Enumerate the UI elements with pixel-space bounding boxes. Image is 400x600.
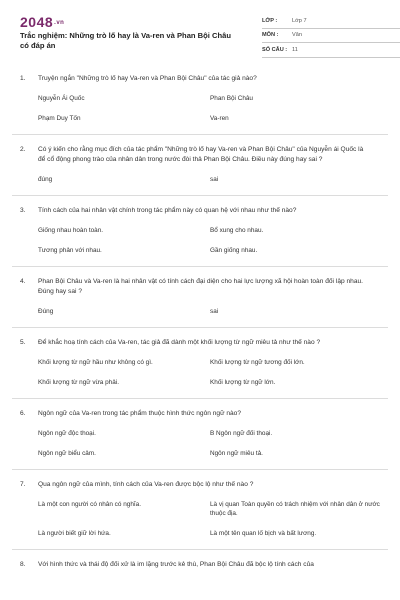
question-number: 5. (20, 339, 26, 346)
question-list (12, 74, 388, 570)
question-text: Để khắc hoạ tính cách của Va-ren, tác giả đã dành một khối lượng từ ngữ miêu tả như thế nào ? (38, 339, 321, 346)
question-5 (12, 338, 388, 399)
question-number: 4. (20, 278, 26, 285)
answer-option[interactable]: sai (210, 176, 219, 183)
question-number: 2. (20, 146, 26, 153)
answer-option[interactable]: Bổ xung cho nhau. (210, 227, 264, 234)
answer-option[interactable]: Là một con người có nhân có nghĩa. (38, 501, 141, 508)
meta-key: MÔN : (262, 32, 279, 39)
answer-option[interactable]: Giống nhau hoàn toàn. (38, 227, 104, 234)
answer-option[interactable]: Khối lượng từ ngữ hầu như không có gì. (38, 359, 153, 366)
question-7 (12, 480, 388, 550)
question-number: 8. (20, 561, 26, 568)
answer-option[interactable]: Khối lượng từ ngữ tương đối lớn. (210, 359, 305, 366)
divider (12, 469, 388, 470)
site-logo[interactable] (20, 14, 64, 30)
meta-key: LỚP : (262, 17, 278, 24)
answer-options (12, 358, 388, 398)
answer-option[interactable]: Phạm Duy Tốn (38, 115, 81, 122)
question-6 (12, 409, 388, 470)
answer-option[interactable]: Ngôn ngữ miêu tả. (210, 450, 263, 457)
question-4 (12, 277, 388, 328)
answer-option[interactable]: Khối lượng từ ngữ lớn. (210, 379, 276, 386)
answer-option[interactable]: Phan Bội Châu (210, 95, 253, 102)
divider (12, 134, 388, 135)
question-text: Tính cách của hai nhân vật chính trong tác phẩm này có quan hệ với nhau như thế nào? (38, 207, 297, 214)
meta-value: Lớp 7 (292, 17, 307, 24)
question-text: Ngôn ngữ của Va-ren trong tác phẩm thuộc hình thức ngôn ngữ nào? (38, 410, 242, 417)
meta-row-class (262, 14, 400, 29)
answer-options (12, 307, 388, 327)
answer-option[interactable]: sai (210, 308, 219, 315)
meta-value: Văn (292, 32, 302, 39)
question-1 (12, 74, 388, 135)
question-number: 1. (20, 75, 26, 82)
logo-main: 2048 (20, 14, 54, 30)
meta-row-count (262, 43, 400, 58)
question-text: Qua ngôn ngữ của mình, tính cách của Va-ren được bộc lộ như thế nào ? (38, 481, 254, 488)
question-8 (12, 560, 388, 570)
question-text: Phan Bội Châu và Va-ren là hai nhân vật có tính cách đại diện cho hai lực lượng xã hội hoàn toàn đối lập nhau. Đúng hay sai ? (38, 278, 363, 295)
answer-option[interactable]: Nguyễn Ái Quốc (38, 95, 85, 102)
meta-row-subject (262, 29, 400, 44)
answer-options (12, 429, 388, 469)
question-text: Truyện ngắn "Những trò lố hay Va-ren và Phan Bội Châu" của tác giả nào? (38, 75, 257, 82)
question-text: Có ý kiến cho rằng mục đích của tác phẩm "Những trò lố hay Va-ren và Phan Bội Châu" của Nguyễn ái Quốc là để cổ động phong trào của nhân dân trong nước đòi thả Phan Bội Châu. Điều này đúng hay sai ? (38, 146, 364, 163)
answer-option[interactable]: Là vị quan Toàn quyền có trách nhiệm với nhân dân ở nước thuộc địa. (210, 501, 380, 517)
answer-options (12, 500, 388, 549)
answer-option[interactable]: Khối lượng từ ngữ vừa phải. (38, 379, 119, 386)
divider (12, 398, 388, 399)
question-number: 7. (20, 481, 26, 488)
question-text: Với hình thức và thái độ đối xử là im lặng trước kẻ thù, Phan Bội Châu đã bộc lộ tính cách của (38, 561, 314, 568)
answer-option[interactable]: Là người biết giữ lời hứa. (38, 530, 111, 537)
answer-options (12, 226, 388, 266)
divider (12, 266, 388, 267)
question-number: 3. (20, 207, 26, 214)
divider (12, 195, 388, 196)
answer-option[interactable]: đúng (38, 176, 53, 183)
divider (12, 327, 388, 328)
divider (12, 549, 388, 550)
answer-option[interactable]: B Ngôn ngữ đối thoại. (210, 430, 273, 437)
answer-option[interactable]: Gần giống nhau. (210, 247, 258, 254)
answer-options (12, 175, 388, 195)
question-number: 6. (20, 410, 26, 417)
meta-value: 11 (292, 46, 298, 53)
answer-option[interactable]: Là một tên quan lố bịch và bất lương. (210, 530, 317, 537)
answer-option[interactable]: Va-ren (210, 115, 229, 122)
page-title: Trắc nghiệm: Những trò lố hay là Va-ren và Phan Bội Châu có đáp án (20, 31, 231, 50)
answer-option[interactable]: Ngôn ngữ biểu cảm. (38, 450, 96, 457)
question-3 (12, 206, 388, 267)
logo-suffix: .vn (54, 20, 65, 27)
worksheet-header (12, 10, 388, 66)
meta-key: SỐ CÂU : (262, 46, 288, 53)
answer-option[interactable]: Đúng (38, 308, 54, 315)
question-2 (12, 145, 388, 196)
worksheet-meta (262, 14, 400, 58)
answer-option[interactable]: Ngôn ngữ độc thoại. (38, 430, 96, 437)
answer-option[interactable]: Tương phản với nhau. (38, 247, 102, 254)
answer-options (12, 94, 388, 134)
